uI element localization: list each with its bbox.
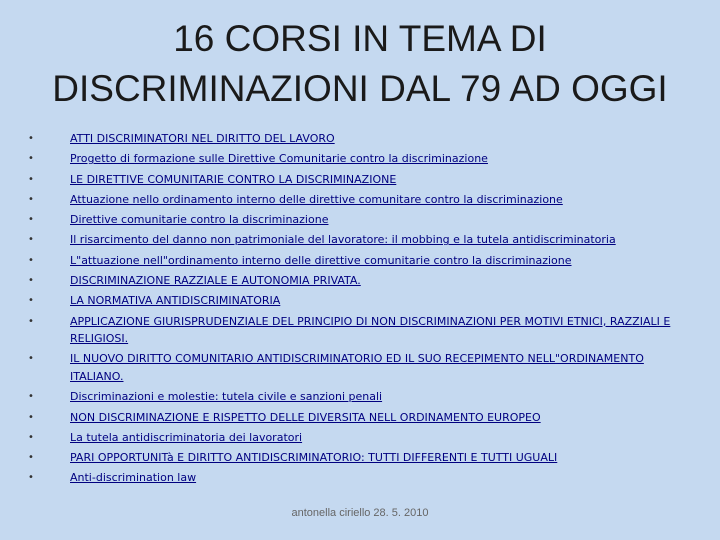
list-item [28,449,688,467]
list-item [28,130,688,148]
list-item [28,350,688,385]
course-link[interactable]: IL NUOVO DIRITTO COMUNITARIO ANTIDISCRIMINATORIO ED IL SUO RECEPIMENTO NELL"ORDINAMENTO ITALIANO. [70,352,644,383]
list-item [28,171,688,189]
list-item [28,429,688,447]
bullet-icon: • [28,254,34,266]
bullet-icon: • [28,431,34,443]
bullet-icon: • [28,275,34,287]
list-item [28,469,688,487]
course-link[interactable]: LE DIRETTIVE COMUNITARIE CONTRO LA DISCRIMINAZIONE [70,172,397,186]
course-link[interactable]: NON DISCRIMINAZIONE E RISPETTO DELLE DIVERSITA NELL ORDINAMENTO EUROPEO [70,410,541,424]
bullet-icon: • [28,353,34,365]
course-link[interactable]: APPLICAZIONE GIURISPRUDENZIALE DEL PRINCIPIO DI NON DISCRIMINAZIONI PER MOTIVI ETNICI, RAZZIALI E RELIGIOSI. [70,314,671,346]
course-list [28,130,688,490]
list-item [28,150,688,168]
bullet-icon: • [28,173,34,185]
title-line-1: 16 CORSI IN TEMA DI [173,18,547,59]
course-link[interactable]: LA NORMATIVA ANTIDISCRIMINATORIA [70,294,281,308]
bullet-icon: • [28,153,34,165]
bullet-icon: • [28,295,34,307]
slide-footer: antonella ciriello 28. 5. 2010 [291,507,429,519]
list-item [28,409,688,427]
list-item [28,191,688,209]
bullet-icon: • [28,411,34,423]
list-item [28,272,688,290]
course-link[interactable]: Progetto di formazione sulle Direttive Comunitarie contro la discriminazione [70,152,488,166]
bullet-icon: • [28,472,34,484]
list-item [28,313,688,348]
bullet-icon: • [28,214,34,226]
course-link[interactable]: L"attuazione nell"ordinamento interno delle direttive comunitarie contro la discriminazione [70,253,572,267]
course-link[interactable]: DISCRIMINAZIONE RAZZIALE E AUTONOMIA PRIVATA. [70,274,361,288]
course-link[interactable]: Il risarcimento del danno non patrimoniale del lavoratore: il mobbing e la tutela antidiscriminatoria [70,233,616,247]
bullet-icon: • [28,315,34,327]
course-link[interactable]: Anti-discrimination law [70,471,197,485]
slide-title [30,14,690,114]
course-link[interactable]: Direttive comunitarie contro la discriminazione [70,213,329,227]
course-link[interactable]: Discriminazioni e molestie: tutela civile e sanzioni penali [70,390,383,404]
title-line-2: DISCRIMINAZIONI DAL 79 AD OGGI [52,68,668,109]
course-link[interactable]: PARI OPPORTUNITà E DIRITTO ANTIDISCRIMINATORIO: TUTTI DIFFERENTI E TUTTI UGUALI [70,451,558,465]
list-item [28,388,688,406]
list-item [28,292,688,310]
bullet-icon: • [28,133,34,144]
course-link[interactable]: ATTI DISCRIMINATORI NEL DIRITTO DEL LAVORO [70,132,335,145]
bullet-icon: • [28,452,34,464]
list-item [28,252,688,270]
course-link[interactable]: Attuazione nello ordinamento interno delle direttive comunitare contro la discriminazione [70,192,563,206]
list-item [28,211,688,229]
course-link[interactable]: La tutela antidiscriminatoria dei lavoratori [70,430,303,444]
bullet-icon: • [28,234,34,246]
list-item [28,231,688,249]
bullet-icon: • [28,391,34,403]
bullet-icon: • [28,193,34,205]
